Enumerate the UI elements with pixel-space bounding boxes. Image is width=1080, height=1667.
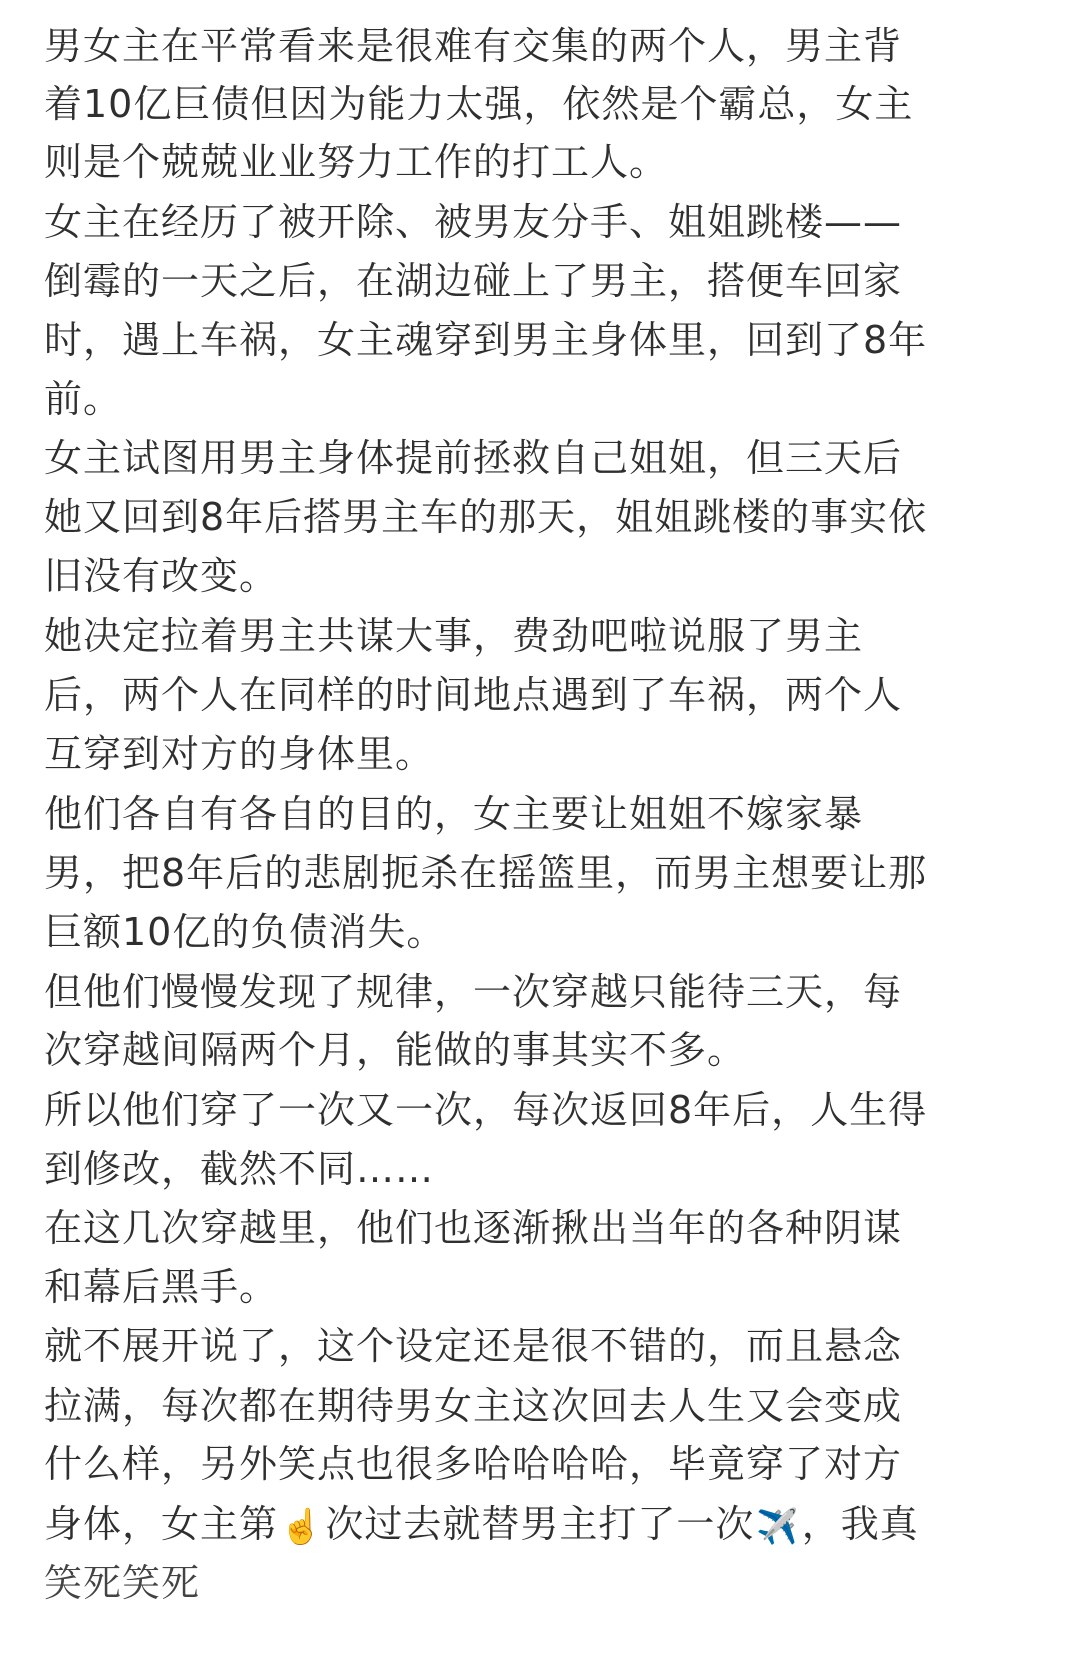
pointing-up-emoji-icon: ☝️ xyxy=(280,1506,324,1547)
text-segment: 次过去就替男主打了一次 xyxy=(325,1502,755,1546)
text-line: 她决定拉着男主共谋大事，费劲吧啦说服了男主 xyxy=(44,614,864,658)
text-line: 则是个兢兢业业努力工作的打工人。 xyxy=(44,140,669,184)
text-line: 女主试图用男主身体提前拯救自己姐姐，但三天后 xyxy=(44,436,903,480)
text-line: 男，把8年后的悲剧扼杀在摇篮里，而男主想要让那 xyxy=(44,851,928,895)
text-line: 前。 xyxy=(44,377,123,421)
text-line: 和幕后黑手。 xyxy=(44,1265,279,1309)
cut-off-text-line: 笑死笑死 xyxy=(44,1561,201,1605)
text-line: 他们各自有各自的目的，女主要让姐姐不嫁家暴 xyxy=(44,792,864,836)
text-line: 巨额10亿的负债消失。 xyxy=(44,910,446,954)
text-line: 次穿越间隔两个月，能做的事其实不多。 xyxy=(44,1028,747,1072)
text-line: 女主在经历了被开除、被男友分手、姐姐跳楼—— xyxy=(44,200,903,244)
watermark xyxy=(450,1530,690,1570)
text-segment: 身体，女主第 xyxy=(44,1502,279,1546)
text-line: 到修改，截然不同…… xyxy=(44,1147,435,1191)
text-line: 就不展开说了，这个设定还是很不错的，而且悬念 xyxy=(44,1324,903,1368)
text-line: 所以他们穿了一次又一次，每次返回8年后，人生得 xyxy=(44,1088,928,1132)
text-line: 什么样，另外笑点也很多哈哈哈哈，毕竟穿了对方 xyxy=(44,1442,903,1486)
text-line: 着10亿巨债但因为能力太强，依然是个霸总，女主 xyxy=(44,82,914,126)
text-line: 她又回到8年后搭男主车的那天，姐姐跳楼的事实依 xyxy=(44,495,928,539)
text-line: 倒霉的一天之后，在湖边碰上了男主，搭便车回家 xyxy=(44,259,903,303)
airplane-emoji-icon: ✈️ xyxy=(756,1506,800,1547)
text-line: 但他们慢慢发现了规律，一次穿越只能待三天，每 xyxy=(44,970,903,1014)
text-line: 后，两个人在同样的时间地点遇到了车祸，两个人 xyxy=(44,673,903,717)
text-segment: ，我真 xyxy=(801,1502,919,1546)
text-line: 男女主在平常看来是很难有交集的两个人，男主背 xyxy=(44,24,903,68)
text-line: 拉满，每次都在期待男女主这次回去人生又会变成 xyxy=(44,1384,903,1428)
text-line: 在这几次穿越里，他们也逐渐揪出当年的各种阴谋 xyxy=(44,1206,903,1250)
text-line: 旧没有改变。 xyxy=(44,554,279,598)
text-line: 互穿到对方的身体里。 xyxy=(44,732,435,776)
text-line: 时，遇上车祸，女主魂穿到男主身体里，回到了8年 xyxy=(44,318,928,362)
